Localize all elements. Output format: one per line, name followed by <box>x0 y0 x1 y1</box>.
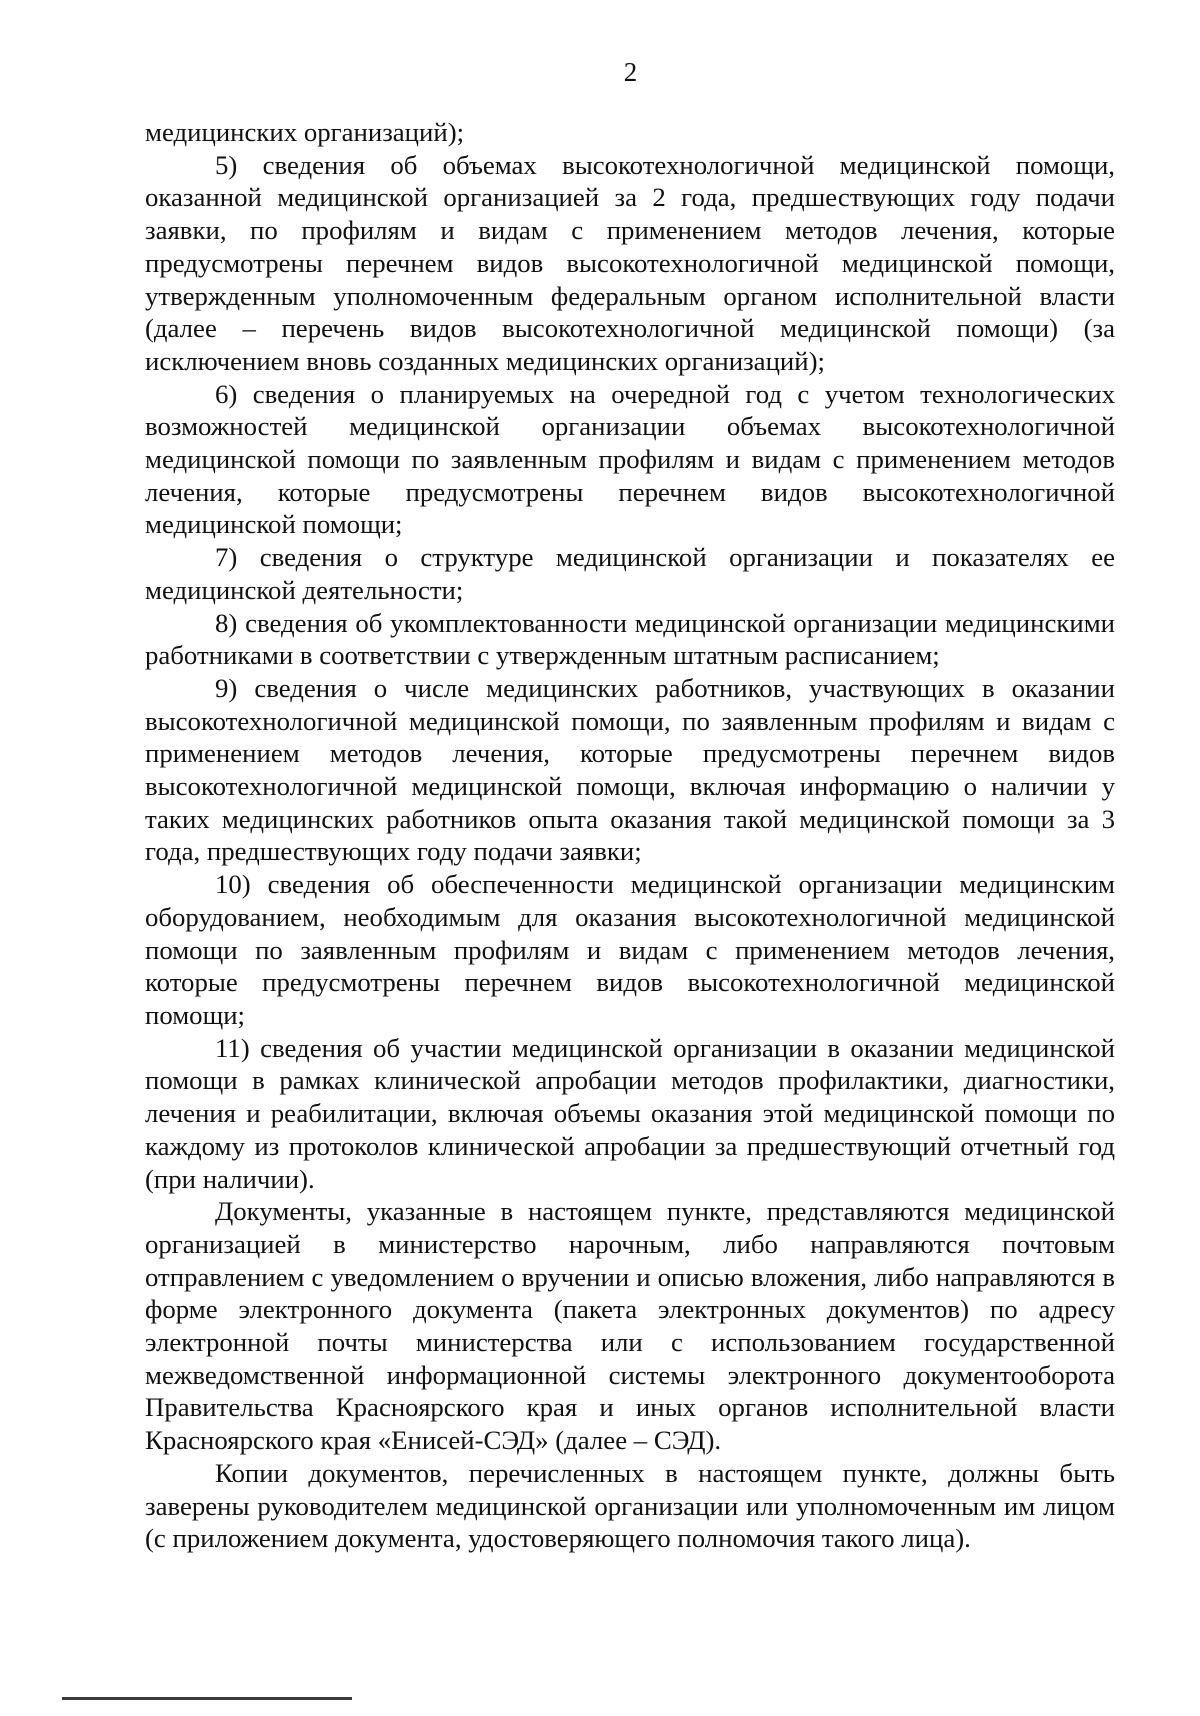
paragraph-item-9: 9) сведения о числе медицинских работников, участвующих в оказании высокотехнологичной медицинской помощи, по заявленным профилям и видам с применением методов лечения, которые предусмотрены перечнем видов высокотехнологичной медицинской помощи, включая информацию о наличии у таких медицинских работников опыта оказания такой медицинской помощи за 3 года, предшествующих году подачи заявки; <box>145 672 1115 867</box>
paragraph-item-10: 10) сведения об обеспеченности медицинской организации медицинским оборудованием, необходимым для оказания высокотехнологичной медицинской помощи по заявленным профилям и видам с применением методов лечения, которые предусмотрены перечнем видов высокотехнологичной медицинской помощи; <box>145 869 1115 1030</box>
document-body <box>145 116 1115 1555</box>
paragraph-item-11: 11) сведения об участии медицинской организации в оказании медицинской помощи в рамках клинической апробации методов профилактики, диагностики, лечения и реабилитации, включая объемы оказания этой медицинской помощи по каждому из протоколов клинической апробации за предшествующий отчетный год (при наличии). <box>145 1032 1115 1194</box>
footer-rule <box>62 1697 352 1700</box>
paragraph-continuation: медицинских организаций); <box>145 117 465 147</box>
paragraph-document-copies: Копии документов, перечисленных в настоящем пункте, должны быть заверены руководителем медицинской организации или уполномоченным им лицом (с приложением документа, удостоверяющего полномочия такого лица). <box>145 1457 1115 1554</box>
paragraph-item-8: 8) сведения об укомплектованности медицинской организации медицинскими работниками в соответствии с утвержденным штатным расписанием; <box>145 607 1115 671</box>
paragraph-item-6: 6) сведения о планируемых на очередной год с учетом технологических возможностей медицинской организации объемах высокотехнологичной медицинской помощи по заявленным профилям и видам с применением методов лечения, которые предусмотрены перечнем видов высокотехнологичной медицинской помощи; <box>145 378 1115 540</box>
paragraph-documents-submission: Документы, указанные в настоящем пункте, представляются медицинской организацией в министерство нарочным, либо направляются почтовым отправлением с уведомлением о вручении и описью вложения, либо направляются в форме электронного документа (пакета электронных документов) по адресу электронной почты министерства или с использованием государственной межведомственной информационной системы электронного документооборота Правительства Красноярского края и иных органов исполнительной власти Красноярского края «Енисей-СЭД» (далее – СЭД). <box>145 1196 1115 1456</box>
paragraph-item-5: 5) сведения об объемах высокотехнологичной медицинской помощи, оказанной медицинской организацией за 2 года, предшествующих году подачи заявки, по профилям и видам с применением методов лечения, которые предусмотрены перечнем видов высокотехнологичной медицинской помощи, утвержденным уполномоченным федеральным органом исполнительной власти (далее – перечень видов высокотехнологичной медицинской помощи) (за исключением вновь созданных медицинских организаций); <box>145 149 1115 376</box>
paragraph-item-7: 7) сведения о структуре медицинской организации и показателях ее медицинской деятельности; <box>145 542 1115 605</box>
page-number: 2 <box>623 57 638 87</box>
